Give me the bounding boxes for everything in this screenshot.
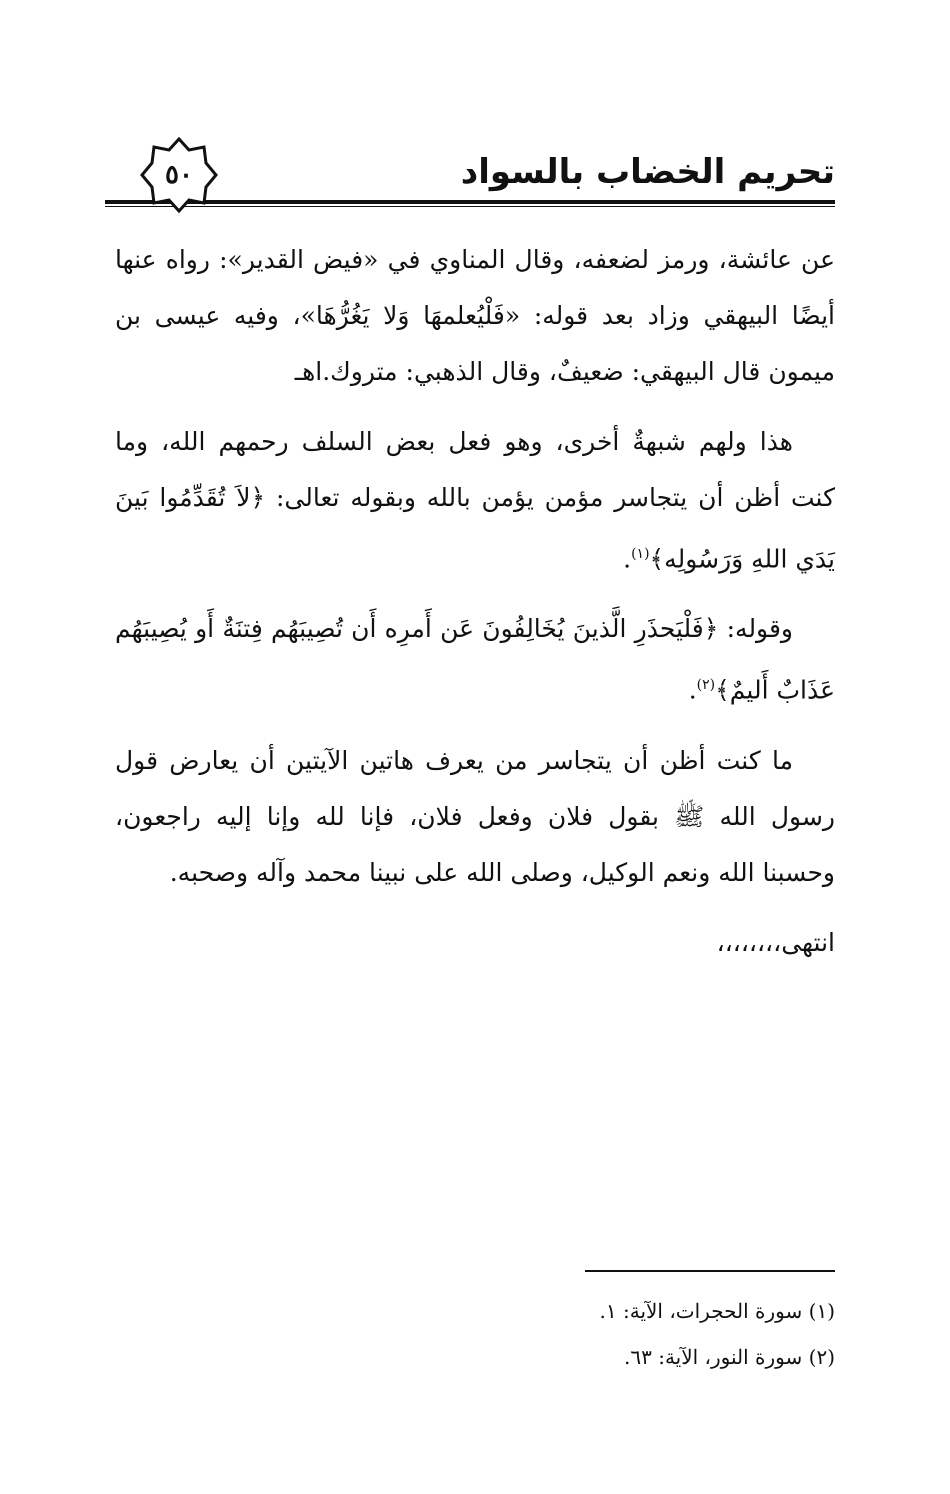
paragraph	[115, 414, 835, 587]
book-title: تحريم الخضاب بالسواد	[460, 152, 835, 192]
main-text	[115, 232, 835, 971]
footnote: (٢) سورة النور، الآية: ٦٣.	[624, 1345, 835, 1369]
paragraph-text: وقوله: ﴿فَلْيَحذَرِ الَّذينَ يُخَالِفُونَ عَن أَمرِه أَن تُصِيبَهُم فِتنَةٌ أَو يُصِيبَهُم عَذَابٌ أَليمٌ﴾	[115, 614, 835, 705]
page-number: ٥٠	[165, 160, 193, 190]
paragraph-end: .	[688, 675, 697, 705]
end-mark: انتهى،،،،،،،،	[716, 927, 835, 957]
paragraph-text: هذا ولهم شبهةٌ أخرى، وهو فعل بعض السلف رحمهم الله، وما كنت أظن أن يتجاسر مؤمن يؤمن بالله وبقوله تعالى: ﴿لاَ تُقَدِّمُوا بَينَ يَدَي اللهِ وَرَسُولِه﴾	[115, 427, 835, 574]
page-number-badge	[140, 136, 218, 214]
paragraph: عن عائشة، ورمز لضعفه، وقال المناوي في «فيض القدير»: رواه عنها أيضًا البيهقي وزاد بعد قوله: «فَلْيُعلمهَا وَلا يَغُرُّهَا»، وفيه عيسى بن ميمون قال البيهقي: ضعيفٌ، وقال الذهبي: متروك.اهـ	[115, 245, 835, 386]
paragraph-end: .	[623, 544, 632, 574]
footnote: (١) سورة الحجرات، الآية: ١.	[599, 1299, 835, 1323]
paragraph: ما كنت أظن أن يتجاسر من يعرف هاتين الآيتين أن يعارض قول رسول الله ﷺ بقول فلان وفعل فلان، فإنا لله وإنا إليه راجعون، وحسبنا الله ونعم الوكيل، وصلى الله على نبينا محمد وآله وصحبه.	[115, 745, 835, 887]
page-header	[105, 148, 835, 210]
footnote-ref: (٢)	[696, 677, 716, 694]
footnote-rule	[585, 1270, 835, 1272]
footnote-ref: (١)	[631, 546, 650, 562]
footnotes	[115, 1288, 835, 1380]
paragraph	[115, 601, 835, 718]
